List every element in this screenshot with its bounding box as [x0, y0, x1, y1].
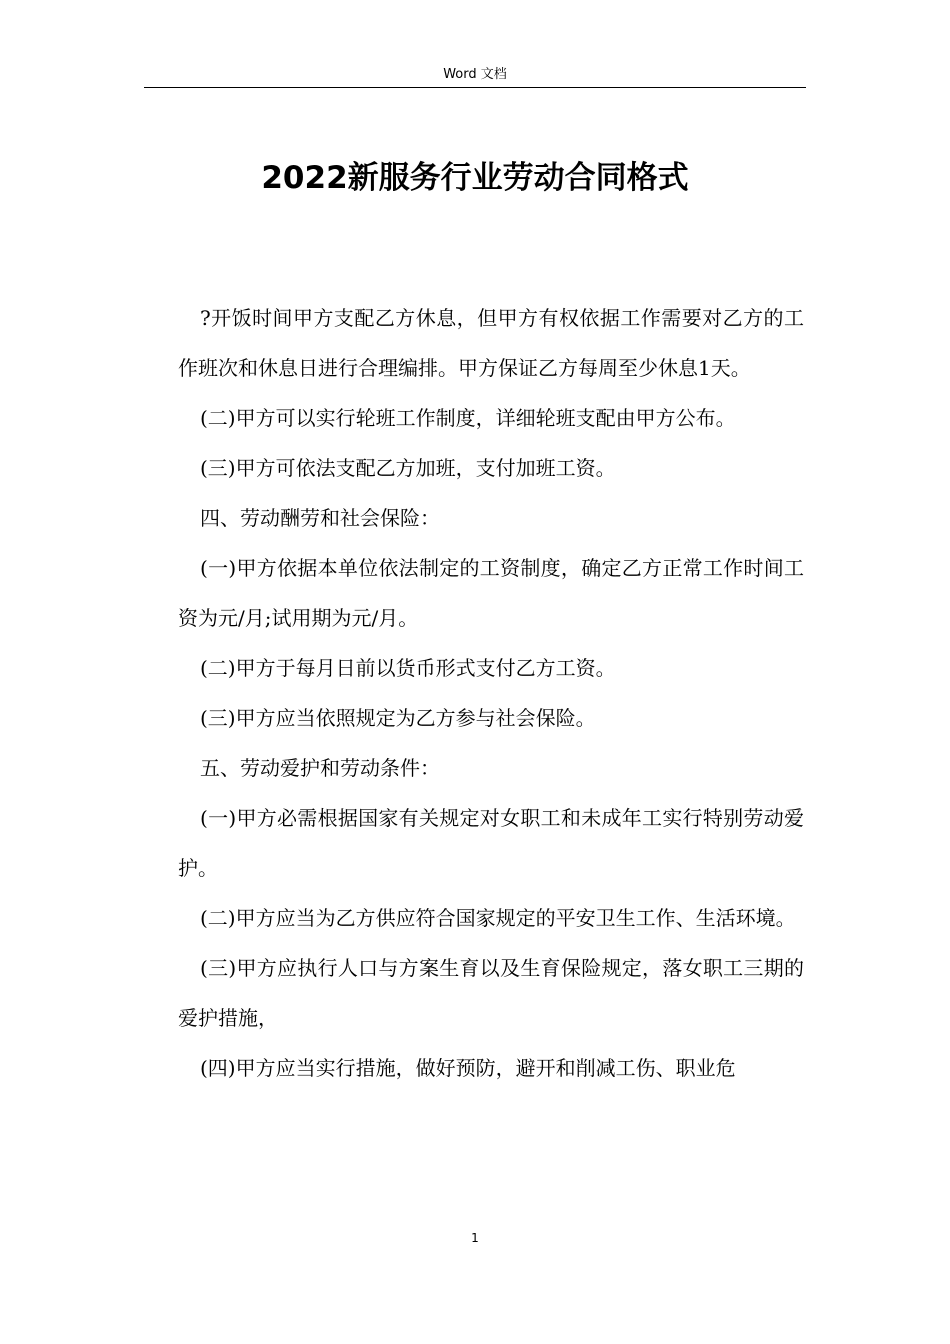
page-number: 1	[471, 1231, 479, 1245]
paragraph: (三)甲方应执行人口与方案生育以及生育保险规定，落女职工三期的爱护措施，	[178, 956, 804, 1030]
document-title: 2022新服务行业劳动合同格式	[261, 160, 689, 196]
paragraph: (二)甲方应当为乙方供应符合国家规定的平安卫生工作、生活环境。	[200, 906, 796, 930]
paragraph: (一)甲方必需根据国家有关规定对女职工和未成年工实行特别劳动爱护。	[178, 806, 804, 880]
section-heading: 五、劳动爱护和劳动条件：	[200, 756, 440, 780]
paragraph: ?开饭时间甲方支配乙方休息，但甲方有权依据工作需要对乙方的工作班次和休息日进行合理编排。甲方保证乙方每周至少休息1天。	[178, 306, 804, 380]
paragraph: (二)甲方于每月日前以货币形式支付乙方工资。	[200, 656, 616, 680]
paragraph: (三)甲方可依法支配乙方加班，支付加班工资。	[200, 456, 616, 480]
paragraph: (二)甲方可以实行轮班工作制度，详细轮班支配由甲方公布。	[200, 406, 736, 430]
page-header-label: Word 文档	[443, 67, 507, 82]
paragraph: (三)甲方应当依照规定为乙方参与社会保险。	[200, 706, 596, 730]
header-divider	[144, 87, 806, 88]
document-body	[178, 293, 804, 1093]
paragraph: (四)甲方应当实行措施，做好预防，避开和削减工伤、职业危	[200, 1056, 736, 1080]
paragraph: (一)甲方依据本单位依法制定的工资制度，确定乙方正常工作时间工资为元/月;试用期为元/月。	[178, 556, 804, 630]
section-heading: 四、劳动酬劳和社会保险：	[200, 506, 440, 530]
